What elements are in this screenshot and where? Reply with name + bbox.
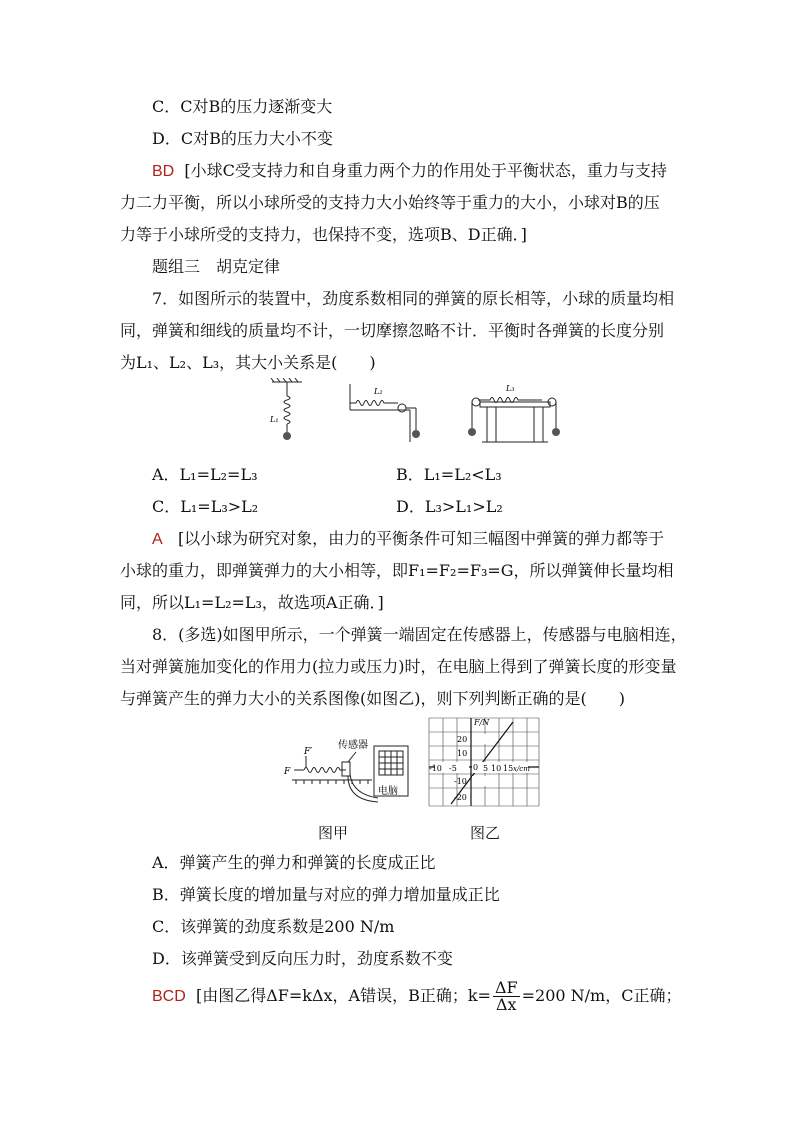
q8-fig-b-xtick-15: 15 [503, 764, 514, 773]
q6-explanation-1: [小球C受支持力和自身重力两个力的作用处于平衡状态，重力与支持 [184, 161, 667, 180]
q8-fig-b-ytick-m20: -20 [454, 793, 467, 802]
q6-answer-label: BD [152, 163, 175, 180]
q8-stem-1: 8．(多选)如图甲所示，一个弹簧一端固定在传感器上，传感器与电脑相连， [152, 625, 687, 644]
q8-fig-b-ytick-0: 0 [473, 763, 479, 772]
q8-fig-b-ytick-m10: -10 [454, 777, 467, 786]
q7-explanation-1: [以小球为研究对象，由力的平衡条件可知三幅图中弹簧的弹力都等于 [177, 529, 665, 548]
q7-stem-1: 7．如图所示的装置中，劲度系数相同的弹簧的原长相等，小球的质量均相 [152, 289, 675, 308]
q7-option-d: D．L₃>L₁>L₂ [396, 497, 503, 516]
q6-explanation-3: 力等于小球所受的支持力，也保持不变，选项B、D正确．] [120, 225, 527, 244]
section-title: 题组三 胡克定律 [152, 257, 281, 276]
q8-fraction [493, 980, 520, 1013]
q8-option-d: D．该弹簧受到反向压力时，劲度系数不变 [152, 949, 453, 968]
q7-label-l3: L₃ [506, 384, 515, 393]
q7-label-l1: L₁ [270, 415, 279, 424]
q8-fig-b-xtick-10: 10 [491, 764, 502, 773]
q8-figure-b [427, 716, 541, 808]
q6-option-d: D．C对B的压力大小不变 [152, 129, 333, 148]
q8-fig-a-force: F [284, 767, 291, 777]
q7-label-l2: L₂ [374, 387, 383, 396]
q8-fig-b-xlabel: x/cm [513, 765, 530, 773]
q7-answer-line-1 [152, 528, 664, 551]
q7-option-b: B．L₁=L₂<L₃ [396, 465, 502, 484]
q8-fig-a-computer-label: 电脑 [378, 786, 398, 797]
q8-fig-b-xtick-m10: -10 [429, 764, 442, 773]
q7-stem-2: 同，弹簧和细线的质量均不计，一切摩擦忽略不计．平衡时各弹簧的长度分别 [120, 321, 665, 340]
q6-explanation-2: 力二力平衡，所以小球所受的支持力大小始终等于重力的大小，小球对B的压 [120, 193, 660, 212]
q7-option-a: A．L₁=L₂=L₃ [152, 465, 258, 484]
q7-spring-figure [262, 378, 562, 448]
q8-stem-2: 当对弹簧施加变化的作用力(拉力或压力)时，在电脑上得到了弹簧长度的形变量 [120, 657, 677, 676]
q7-explanation-2: 小球的重力，即弹簧弹力的大小相等，即F₁=F₂=F₃=G，所以弹簧伸长量均相 [120, 561, 674, 580]
q8-fig-b-ylabel: F/N [474, 718, 490, 727]
q8-answer-label: BCD [152, 988, 186, 1005]
q8-option-c: C．该弹簧的劲度系数是200 N/m [152, 917, 395, 936]
q8-option-a: A．弹簧产生的弹力和弹簧的长度成正比 [152, 853, 436, 872]
q8-fig-b-ytick-20: 20 [457, 735, 468, 744]
q7-answer-label: A [152, 531, 163, 548]
q8-answer-line [152, 978, 681, 1015]
q8-fig-b-xtick-m5: -5 [449, 764, 457, 773]
q6-answer-line-1 [152, 160, 667, 183]
q7-stem-3: 为L₁、L₂、L₃，其大小关系是( ) [120, 353, 376, 372]
q8-caption-b: 图乙 [470, 824, 501, 842]
q6-option-c: C．C对B的压力逐渐变大 [152, 97, 333, 116]
q8-fraction-denominator: Δx [495, 995, 517, 1014]
q8-option-b: B．弹簧长度的增加量与对应的弹力增加量成正比 [152, 885, 500, 904]
q7-explanation-3: 同，所以L₁=L₂=L₃，故选项A正确．] [120, 593, 384, 612]
q7-option-c: C．L₁=L₃>L₂ [152, 497, 259, 516]
q8-fig-b-xtick-5: 5 [483, 764, 489, 773]
q8-fig-a-force-prime: F′ [304, 747, 313, 757]
q8-stem-3: 与弹簧产生的弹力大小的关系图像(如图乙)，则下列判断正确的是( ) [120, 689, 625, 708]
q8-caption-a: 图甲 [318, 824, 349, 842]
q8-fig-a-sensor-label: 传感器 [338, 740, 368, 751]
q8-fig-b-ytick-10: 10 [457, 749, 468, 758]
q8-figure-a [282, 734, 414, 808]
q8-explanation-post: =200 N/m，C正确； [521, 986, 682, 1005]
q8-explanation-pre: [由图乙得ΔF=kΔx，A错误，B正确；k= [195, 986, 491, 1005]
q8-fraction-numerator: ΔF [494, 978, 518, 997]
